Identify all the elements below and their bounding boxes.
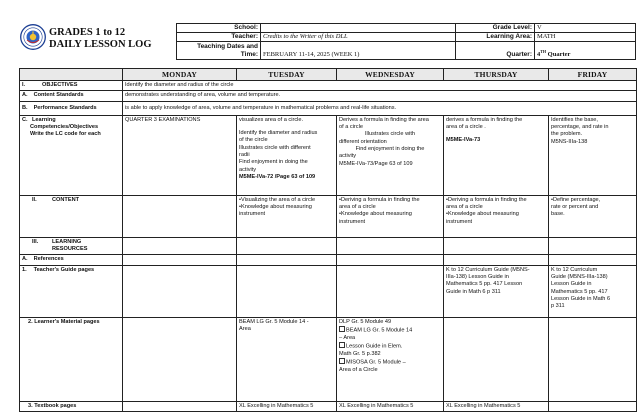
day-header-monday: MONDAY — [123, 69, 237, 81]
textbook-label-text: Textbook pages — [34, 402, 77, 409]
learning-resources-num: III. — [32, 238, 39, 245]
learning-resources-tuesday — [237, 237, 337, 255]
textbook-wednesday: XL Excelling in Mathematics 5 — [337, 401, 444, 411]
content-standards-label-text: Content Standards — [33, 92, 84, 99]
learners-material-tuesday — [237, 317, 337, 401]
content-standards-num: A. — [22, 92, 28, 99]
references-row — [20, 255, 637, 265]
teaching-dates-label-line2: Time: — [240, 51, 258, 58]
references-friday — [549, 255, 637, 265]
references-wednesday — [337, 255, 444, 265]
competencies-friday — [549, 115, 637, 195]
teachers-guide-friday — [549, 265, 637, 317]
dll-header — [0, 0, 638, 66]
competencies-tuesday-code: M5ME-IVa-72 /Page 63 of 109 — [239, 173, 316, 180]
learning-area-value: MATH — [535, 33, 636, 42]
teachers-guide-monday — [123, 265, 237, 317]
grade-level-value: V — [535, 24, 636, 33]
learners-material-row — [20, 317, 637, 401]
checkbox-icon — [339, 358, 345, 364]
quarter-value — [535, 42, 636, 60]
performance-standards-label-text: Performance Standards — [33, 104, 97, 111]
learners-material-wednesday-line7: Area of a Circle — [339, 367, 378, 374]
competencies-tuesday-line6: Find enjoyment in doing the — [239, 159, 308, 166]
textbook-num: 3. — [28, 402, 33, 409]
content-wednesday-line4: instrument — [339, 218, 366, 225]
teaching-dates-value: FEBRUARY 11-14, 2025 (WEEK 1) — [261, 42, 456, 60]
school-value — [261, 24, 456, 33]
day-header-blank — [20, 69, 123, 81]
content-thursday-line4: instrument — [446, 218, 473, 225]
references-label-text: References — [33, 256, 64, 263]
learning-resources-label — [20, 237, 123, 255]
content-wednesday-line3: •Knowledge about measuring — [339, 211, 412, 218]
content-tuesday-line2: •Knowledge about measuring — [239, 204, 312, 211]
learners-material-monday — [123, 317, 237, 401]
quarter-number: 4 — [537, 51, 541, 58]
competencies-label-line2: Competencies/Objectives — [30, 124, 99, 131]
learners-material-thursday — [444, 317, 549, 401]
teacher-value: Credits to the Writer of this DLL — [261, 33, 456, 42]
learners-material-label — [20, 317, 123, 401]
competencies-tuesday-line2: Identify the diameter and radius — [239, 130, 318, 137]
content-thursday-line3: •Knowledge about measuring — [446, 211, 519, 218]
teachers-guide-thursday-line1: K to 12 Curriculum Guide (M5NS- — [446, 266, 530, 273]
references-num: A. — [22, 256, 28, 263]
deped-seal-icon — [20, 24, 46, 50]
competencies-wednesday-line2: of a circle — [339, 124, 363, 131]
header-info-table — [176, 23, 636, 60]
competencies-tuesday-line7: activity — [239, 166, 257, 173]
competencies-num: C. — [22, 116, 28, 123]
content-thursday — [444, 195, 549, 237]
content-tuesday — [237, 195, 337, 237]
teachers-guide-friday-line6: p 311 — [551, 303, 565, 310]
objectives-label — [20, 81, 123, 91]
learners-material-wednesday — [337, 317, 444, 401]
teaching-dates-label — [177, 42, 261, 60]
teacher-label: Teacher: — [177, 33, 261, 42]
content-standards-text: demonstrates understanding of area, volume and temperature. — [123, 91, 637, 101]
learners-material-label-text: Learner's Material pages — [34, 318, 100, 325]
content-tuesday-line1: •Visualizing the area of a circle — [239, 196, 316, 203]
content-monday — [123, 195, 237, 237]
teachers-guide-friday-line3: Lesson Guide in — [551, 281, 592, 288]
competencies-friday-line4: M5NS-IIIa-138 — [551, 138, 588, 145]
learners-material-wednesday-line3: – Area — [339, 334, 356, 341]
competencies-tuesday-line4: Illustrates circle with different — [239, 144, 311, 151]
learning-resources-label-line2: RESOURCES — [52, 246, 88, 253]
objectives-row — [20, 81, 637, 91]
dll-title-line1: GRADES 1 to 12 — [49, 27, 126, 38]
learners-material-tuesday-line2: Area — [239, 326, 251, 333]
teachers-guide-friday-line2: Guide (M5NS-IIIa-138) — [551, 274, 608, 281]
competencies-thursday-line2: area of a circle . — [446, 124, 486, 131]
content-thursday-line2: area of a circle — [446, 204, 483, 211]
teachers-guide-friday-line4: Mathematics 5 pp. 417 — [551, 288, 608, 295]
teachers-guide-label — [20, 265, 123, 317]
textbook-monday — [123, 401, 237, 411]
competencies-wednesday — [337, 115, 444, 195]
textbook-label — [20, 401, 123, 411]
teachers-guide-friday-line1: K to 12 Curriculum — [551, 266, 598, 273]
teachers-guide-label-text: Teacher's Guide pages — [33, 266, 95, 273]
teachers-guide-thursday — [444, 265, 549, 317]
learners-material-wednesday-line4: Lesson Guide in Elem. — [346, 343, 403, 350]
references-thursday — [444, 255, 549, 265]
textbook-tuesday: XL Excelling in Mathematics 5 — [237, 401, 337, 411]
teachers-guide-row — [20, 265, 637, 317]
competencies-friday-line3: the problem. — [551, 131, 583, 138]
day-header-row — [20, 69, 637, 81]
content-label — [20, 195, 123, 237]
learners-material-wednesday-line5: Math Gr. 5 p.382 — [339, 350, 381, 357]
learning-resources-label-line1: LEARNING — [52, 238, 82, 245]
content-wednesday-line1: •Deriving a formula in finding the — [339, 196, 420, 203]
content-num: II. — [32, 196, 37, 203]
teachers-guide-thursday-line3: Mathematics 5 pp. 417 Lesson — [446, 281, 523, 288]
lesson-log-table — [19, 68, 637, 412]
learners-material-wednesday-line1: DLP Gr. 5 Module 49 — [339, 318, 392, 325]
performance-standards-row — [20, 101, 637, 115]
performance-standards-num: B. — [22, 104, 28, 111]
school-label: School: — [177, 24, 261, 33]
learners-material-friday — [549, 317, 637, 401]
competencies-label — [20, 115, 123, 195]
competencies-thursday-line1: derives a formula in finding the — [446, 116, 523, 123]
references-label — [20, 255, 123, 265]
quarter-word: Quarter — [546, 51, 571, 58]
learning-resources-thursday — [444, 237, 549, 255]
content-friday-line2: rate or percent and — [551, 204, 599, 211]
teachers-guide-wednesday — [337, 265, 444, 317]
content-friday-line3: base. — [551, 211, 565, 218]
content-thursday-line1: •Deriving a formula in finding the — [446, 196, 527, 203]
competencies-wednesday-line5: Find enjoyment in doing the — [355, 146, 425, 153]
references-tuesday — [237, 255, 337, 265]
content-label-text: CONTENT — [52, 196, 80, 203]
learners-material-wednesday-line6: MISOSA Gr. 5 Module – — [346, 359, 406, 366]
competencies-label-line1: Learning — [32, 116, 56, 123]
day-header-friday: FRIDAY — [549, 69, 637, 81]
competencies-wednesday-line4: different orientation — [339, 138, 387, 145]
learning-resources-friday — [549, 237, 637, 255]
competencies-label-line3: Write the LC code for each — [30, 131, 101, 138]
content-friday-line1: •Define percentage, — [551, 196, 601, 203]
dll-title-line2: DAILY LESSON LOG — [49, 39, 152, 50]
performance-standards-label — [20, 101, 123, 115]
competencies-tuesday — [237, 115, 337, 195]
teachers-guide-thursday-line4: Guide in Math 6 p 311 — [446, 288, 501, 295]
content-wednesday — [337, 195, 444, 237]
competencies-wednesday-line1: Derives a formula in finding the area — [339, 116, 429, 123]
teachers-guide-num: 1. — [22, 266, 27, 273]
competencies-tuesday-line1: visualizes area of a circle. — [239, 116, 304, 123]
day-header-wednesday: WEDNESDAY — [337, 69, 444, 81]
competencies-friday-line1: Identifies the base, — [551, 116, 598, 123]
checkbox-icon — [339, 326, 345, 332]
competencies-wednesday-line3: Illustrates circle with — [364, 131, 416, 138]
day-header-thursday: THURSDAY — [444, 69, 549, 81]
competencies-thursday-code: M5ME-IVa-73 — [446, 137, 481, 144]
competencies-row — [20, 115, 637, 195]
competencies-tuesday-line5: radii — [239, 152, 250, 159]
quarter-label: Quarter: — [456, 42, 535, 60]
learners-material-tuesday-line1: BEAM LG Gr. 5 Module 14 - — [239, 318, 309, 325]
learning-resources-monday — [123, 237, 237, 255]
textbook-thursday: XL Excelling in Mathematics 5 — [444, 401, 549, 411]
textbook-row — [20, 401, 637, 411]
quarter-suffix: TH — [540, 48, 547, 54]
references-monday — [123, 255, 237, 265]
performance-standards-text: is able to apply knowledge of area, volume and temperature in mathematical problems and real-life situations. — [123, 101, 637, 115]
objectives-text: Identify the diameter and radius of the circle — [123, 81, 637, 91]
competencies-wednesday-line7: M5ME-IVa-73/Page 63 of 109 — [339, 160, 413, 167]
textbook-friday — [549, 401, 637, 411]
learning-resources-row — [20, 237, 637, 255]
content-tuesday-line3: instrument — [239, 211, 266, 218]
teachers-guide-tuesday — [237, 265, 337, 317]
learning-area-label: Learning Area: — [456, 33, 535, 42]
content-friday — [549, 195, 637, 237]
competencies-tuesday-line3: of the circle — [239, 137, 268, 144]
grade-level-label: Grade Level: — [456, 24, 535, 33]
competencies-monday: QUARTER 3 EXAMINATIONS — [123, 115, 237, 195]
checkbox-icon — [339, 342, 345, 348]
learners-material-num: 2. — [28, 318, 33, 325]
competencies-friday-line2: percentage, and rate in — [551, 124, 609, 131]
teaching-dates-label-line1: Teaching Dates and — [197, 43, 258, 50]
objectives-label-text: OBJECTIVES — [42, 82, 78, 88]
learning-resources-wednesday — [337, 237, 444, 255]
content-row — [20, 195, 637, 237]
objectives-num: I. — [22, 82, 26, 88]
teachers-guide-thursday-line2: IIIa-138) Lesson Guide in — [446, 274, 509, 281]
content-standards-row — [20, 91, 637, 101]
content-standards-label — [20, 91, 123, 101]
competencies-thursday — [444, 115, 549, 195]
teachers-guide-friday-line5: Lesson Guide in Math 6 — [551, 295, 611, 302]
competencies-wednesday-line6: activity — [339, 153, 357, 160]
content-wednesday-line2: area of a circle — [339, 204, 376, 211]
learners-material-wednesday-line2: BEAM LG Gr. 5 Module 14 — [346, 327, 413, 334]
day-header-tuesday: TUESDAY — [237, 69, 337, 81]
